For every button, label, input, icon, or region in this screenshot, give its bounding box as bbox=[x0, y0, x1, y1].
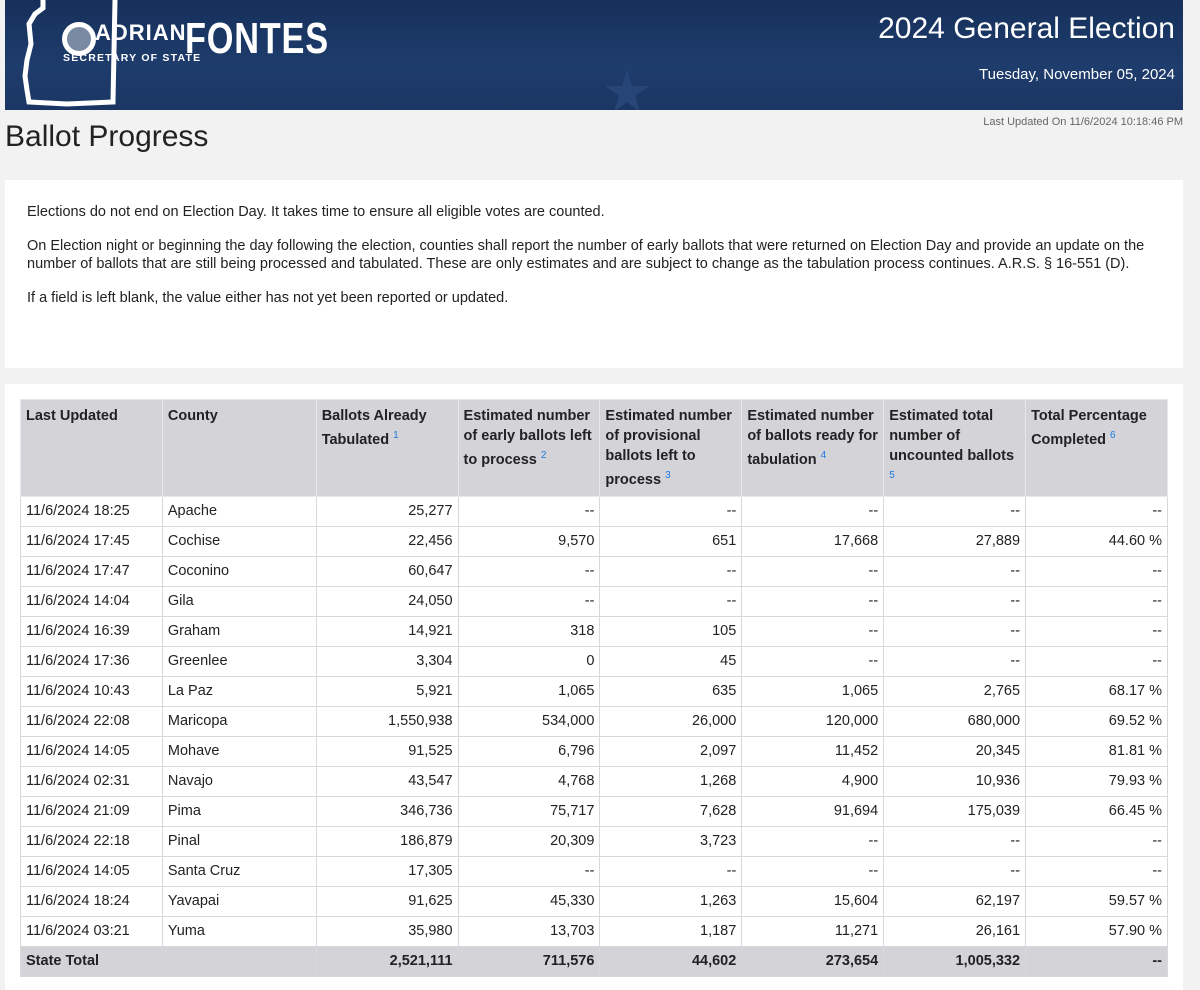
footnote-link-1[interactable]: 1 bbox=[393, 430, 399, 441]
header-uncounted-ballots: Estimated total number of uncounted ballots $^5$ bbox=[884, 400, 1026, 497]
table-row bbox=[21, 496, 1168, 526]
cell-county: Coconino bbox=[162, 556, 316, 586]
table-row bbox=[21, 856, 1168, 886]
cell-percentage: 66.45 % bbox=[1026, 796, 1168, 826]
ballot-progress-table bbox=[20, 399, 1168, 977]
star-icon bbox=[605, 70, 649, 110]
cell-county: La Paz bbox=[162, 676, 316, 706]
cell-last-updated: 11/6/2024 17:47 bbox=[21, 556, 163, 586]
table-row bbox=[21, 886, 1168, 916]
cell-last-updated: 11/6/2024 18:25 bbox=[21, 496, 163, 526]
cell-last-updated: 11/6/2024 10:43 bbox=[21, 676, 163, 706]
cell-ballots-tabulated: 17,305 bbox=[316, 856, 458, 886]
cell-provisional-left: 1,187 bbox=[600, 916, 742, 946]
cell-ballots-tabulated: 186,879 bbox=[316, 826, 458, 856]
election-title: 2024 General Election bbox=[878, 12, 1175, 45]
table-row bbox=[21, 706, 1168, 736]
cell-percentage: -- bbox=[1026, 646, 1168, 676]
cell-uncounted: 10,936 bbox=[884, 766, 1026, 796]
total-uncounted: 1,005,332 bbox=[884, 946, 1026, 976]
header-provisional-ballots-left: Estimated number of provisional ballots left to process $^3$ bbox=[600, 400, 742, 497]
cell-ballots-tabulated: 91,625 bbox=[316, 886, 458, 916]
cell-last-updated: 11/6/2024 14:05 bbox=[21, 856, 163, 886]
cell-ready: 4,900 bbox=[742, 766, 884, 796]
footnote-link-3[interactable]: 3 bbox=[665, 470, 671, 481]
cell-percentage: 79.93 % bbox=[1026, 766, 1168, 796]
cell-county: Pima bbox=[162, 796, 316, 826]
cell-last-updated: 11/6/2024 18:24 bbox=[21, 886, 163, 916]
header-percentage-completed: Total Percentage Completed $^6$ bbox=[1026, 400, 1168, 497]
cell-ballots-tabulated: 14,921 bbox=[316, 616, 458, 646]
cell-ballots-tabulated: 35,980 bbox=[316, 916, 458, 946]
cell-uncounted: 175,039 bbox=[884, 796, 1026, 826]
cell-county: Gila bbox=[162, 586, 316, 616]
cell-county: Maricopa bbox=[162, 706, 316, 736]
cell-percentage: -- bbox=[1026, 826, 1168, 856]
cell-early-left: 1,065 bbox=[458, 676, 600, 706]
cell-county: Navajo bbox=[162, 766, 316, 796]
cell-uncounted: -- bbox=[884, 496, 1026, 526]
state-total-row bbox=[21, 946, 1168, 976]
cell-provisional-left: 1,263 bbox=[600, 886, 742, 916]
header-early-ballots-left: Estimated number of early ballots left to process $^2$ bbox=[458, 400, 600, 497]
cell-percentage: 59.57 % bbox=[1026, 886, 1168, 916]
cell-provisional-left: -- bbox=[600, 856, 742, 886]
cell-percentage: 44.60 % bbox=[1026, 526, 1168, 556]
header-county: County bbox=[162, 400, 316, 497]
cell-early-left: 45,330 bbox=[458, 886, 600, 916]
header-ballots-tabulated: Ballots Already Tabulated $^1$ bbox=[316, 400, 458, 497]
header-ballots-ready: Estimated number of ballots ready for tabulation $^4$ bbox=[742, 400, 884, 497]
table-row bbox=[21, 646, 1168, 676]
footnote-link-5[interactable]: 5 bbox=[889, 470, 895, 481]
cell-percentage: 81.81 % bbox=[1026, 736, 1168, 766]
cell-ballots-tabulated: 3,304 bbox=[316, 646, 458, 676]
cell-percentage: -- bbox=[1026, 556, 1168, 586]
cell-percentage: -- bbox=[1026, 856, 1168, 886]
cell-ballots-tabulated: 43,547 bbox=[316, 766, 458, 796]
table-row bbox=[21, 826, 1168, 856]
cell-ready: 11,271 bbox=[742, 916, 884, 946]
cell-uncounted: 680,000 bbox=[884, 706, 1026, 736]
total-ready: 273,654 bbox=[742, 946, 884, 976]
cell-provisional-left: 635 bbox=[600, 676, 742, 706]
total-early-left: 711,576 bbox=[458, 946, 600, 976]
cell-ready: 11,452 bbox=[742, 736, 884, 766]
total-county bbox=[162, 946, 316, 976]
cell-provisional-left: 3,723 bbox=[600, 826, 742, 856]
info-panel bbox=[5, 180, 1183, 368]
cell-uncounted: 20,345 bbox=[884, 736, 1026, 766]
cell-early-left: -- bbox=[458, 556, 600, 586]
cell-ballots-tabulated: 91,525 bbox=[316, 736, 458, 766]
cell-percentage: -- bbox=[1026, 616, 1168, 646]
cell-early-left: -- bbox=[458, 586, 600, 616]
info-paragraph-2: On Election night or beginning the day following the election, counties shall report the number of early ballots that were returned on Election Day and provide an update on the number of ballots that are still being processed and tabulated. These are only estimates and are subject to change as the tabulation process continues. A.R.S. § 16-551 (D). bbox=[27, 238, 1145, 272]
cell-ready: -- bbox=[742, 856, 884, 886]
logo-last-name: FONTES bbox=[185, 14, 329, 63]
logo-first-name: ADRIAN bbox=[95, 20, 187, 45]
cell-uncounted: -- bbox=[884, 616, 1026, 646]
cell-percentage: -- bbox=[1026, 496, 1168, 526]
cell-early-left: 318 bbox=[458, 616, 600, 646]
info-paragraph-3: If a field is left blank, the value either has not yet been reported or updated. bbox=[27, 290, 509, 306]
cell-early-left: 4,768 bbox=[458, 766, 600, 796]
header-banner bbox=[5, 0, 1183, 110]
cell-ready: -- bbox=[742, 826, 884, 856]
cell-provisional-left: 26,000 bbox=[600, 706, 742, 736]
cell-ready: -- bbox=[742, 586, 884, 616]
cell-early-left: -- bbox=[458, 856, 600, 886]
table-row bbox=[21, 916, 1168, 946]
cell-provisional-left: 7,628 bbox=[600, 796, 742, 826]
cell-uncounted: -- bbox=[884, 826, 1026, 856]
cell-ballots-tabulated: 1,550,938 bbox=[316, 706, 458, 736]
total-percentage: -- bbox=[1026, 946, 1168, 976]
election-date: Tuesday, November 05, 2024 bbox=[979, 66, 1175, 83]
cell-provisional-left: -- bbox=[600, 586, 742, 616]
cell-last-updated: 11/6/2024 17:36 bbox=[21, 646, 163, 676]
cell-provisional-left: 2,097 bbox=[600, 736, 742, 766]
table-row bbox=[21, 736, 1168, 766]
cell-early-left: 6,796 bbox=[458, 736, 600, 766]
cell-last-updated: 11/6/2024 21:09 bbox=[21, 796, 163, 826]
total-last-updated: State Total bbox=[21, 946, 163, 976]
cell-ballots-tabulated: 5,921 bbox=[316, 676, 458, 706]
page-title: Ballot Progress bbox=[5, 120, 209, 153]
cell-uncounted: 2,765 bbox=[884, 676, 1026, 706]
cell-ballots-tabulated: 60,647 bbox=[316, 556, 458, 586]
cell-county: Greenlee bbox=[162, 646, 316, 676]
cell-provisional-left: 45 bbox=[600, 646, 742, 676]
header-last-updated: Last Updated bbox=[21, 400, 163, 497]
cell-uncounted: 62,197 bbox=[884, 886, 1026, 916]
cell-ballots-tabulated: 25,277 bbox=[316, 496, 458, 526]
cell-county: Pinal bbox=[162, 826, 316, 856]
total-provisional-left: 44,602 bbox=[600, 946, 742, 976]
cell-early-left: -- bbox=[458, 496, 600, 526]
cell-ballots-tabulated: 24,050 bbox=[316, 586, 458, 616]
cell-last-updated: 11/6/2024 14:05 bbox=[21, 736, 163, 766]
cell-early-left: 13,703 bbox=[458, 916, 600, 946]
cell-percentage: 68.17 % bbox=[1026, 676, 1168, 706]
cell-early-left: 9,570 bbox=[458, 526, 600, 556]
cell-provisional-left: -- bbox=[600, 556, 742, 586]
cell-uncounted: -- bbox=[884, 556, 1026, 586]
table-row bbox=[21, 616, 1168, 646]
cell-county: Santa Cruz bbox=[162, 856, 316, 886]
cell-ballots-tabulated: 22,456 bbox=[316, 526, 458, 556]
cell-uncounted: 26,161 bbox=[884, 916, 1026, 946]
total-ballots-tabulated: 2,521,111 bbox=[316, 946, 458, 976]
cell-provisional-left: 651 bbox=[600, 526, 742, 556]
cell-percentage: 69.52 % bbox=[1026, 706, 1168, 736]
cell-last-updated: 11/6/2024 14:04 bbox=[21, 586, 163, 616]
cell-ballots-tabulated: 346,736 bbox=[316, 796, 458, 826]
table-row bbox=[21, 526, 1168, 556]
cell-last-updated: 11/6/2024 03:21 bbox=[21, 916, 163, 946]
table-row bbox=[21, 556, 1168, 586]
cell-provisional-left: 1,268 bbox=[600, 766, 742, 796]
cell-provisional-left: 105 bbox=[600, 616, 742, 646]
cell-last-updated: 11/6/2024 22:08 bbox=[21, 706, 163, 736]
footnote-link-6[interactable]: 6 bbox=[1110, 430, 1116, 441]
cell-county: Apache bbox=[162, 496, 316, 526]
cell-county: Yavapai bbox=[162, 886, 316, 916]
cell-uncounted: 27,889 bbox=[884, 526, 1026, 556]
cell-last-updated: 11/6/2024 22:18 bbox=[21, 826, 163, 856]
cell-ready: -- bbox=[742, 496, 884, 526]
cell-ready: 91,694 bbox=[742, 796, 884, 826]
ballot-progress-panel bbox=[5, 384, 1183, 990]
last-updated-timestamp: Last Updated On 11/6/2024 10:18:46 PM bbox=[983, 116, 1183, 128]
cell-county: Mohave bbox=[162, 736, 316, 766]
cell-ready: -- bbox=[742, 556, 884, 586]
cell-early-left: 0 bbox=[458, 646, 600, 676]
cell-county: Yuma bbox=[162, 916, 316, 946]
table-row bbox=[21, 766, 1168, 796]
state-seal-icon bbox=[62, 22, 96, 56]
cell-ready: -- bbox=[742, 616, 884, 646]
cell-county: Graham bbox=[162, 616, 316, 646]
cell-ready: 120,000 bbox=[742, 706, 884, 736]
cell-ready: 17,668 bbox=[742, 526, 884, 556]
table-row bbox=[21, 676, 1168, 706]
logo-subtitle: SECRETARY OF STATE bbox=[63, 52, 202, 64]
table-row bbox=[21, 796, 1168, 826]
cell-uncounted: -- bbox=[884, 586, 1026, 616]
cell-ready: -- bbox=[742, 646, 884, 676]
cell-ready: 15,604 bbox=[742, 886, 884, 916]
cell-ready: 1,065 bbox=[742, 676, 884, 706]
cell-early-left: 75,717 bbox=[458, 796, 600, 826]
table-row bbox=[21, 586, 1168, 616]
cell-uncounted: -- bbox=[884, 646, 1026, 676]
cell-last-updated: 11/6/2024 16:39 bbox=[21, 616, 163, 646]
footnote-link-2[interactable]: 2 bbox=[540, 450, 547, 461]
cell-provisional-left: -- bbox=[600, 496, 742, 526]
table-header-row bbox=[21, 400, 1168, 497]
cell-uncounted: -- bbox=[884, 856, 1026, 886]
cell-last-updated: 11/6/2024 17:45 bbox=[21, 526, 163, 556]
info-paragraph-1: Elections do not end on Election Day. It takes time to ensure all eligible votes are counted. bbox=[27, 204, 605, 220]
cell-last-updated: 11/6/2024 02:31 bbox=[21, 766, 163, 796]
cell-county: Cochise bbox=[162, 526, 316, 556]
cell-percentage: 57.90 % bbox=[1026, 916, 1168, 946]
footnote-link-4[interactable]: 4 bbox=[820, 450, 827, 461]
cell-early-left: 20,309 bbox=[458, 826, 600, 856]
cell-percentage: -- bbox=[1026, 586, 1168, 616]
cell-early-left: 534,000 bbox=[458, 706, 600, 736]
